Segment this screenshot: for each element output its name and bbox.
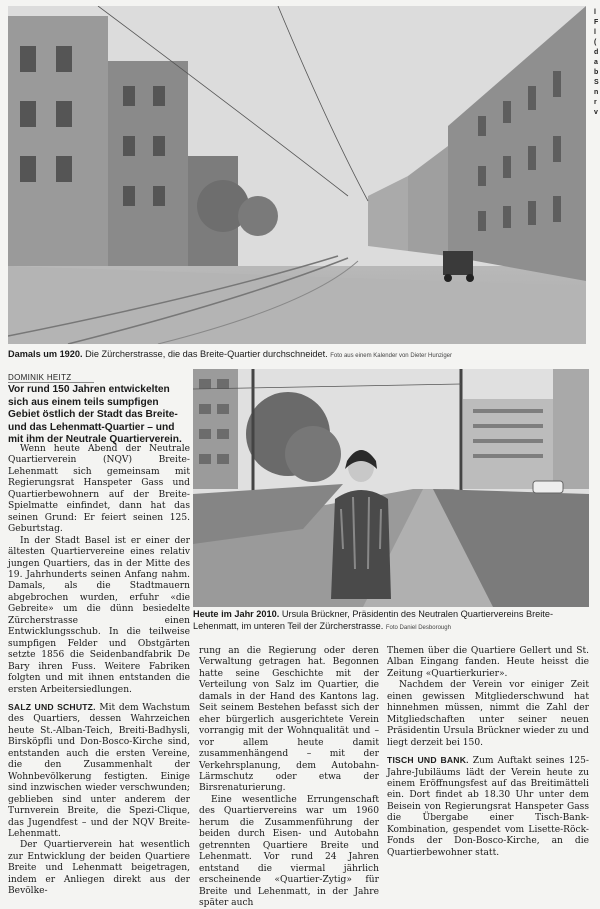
cropped-adjacent-column	[594, 8, 600, 118]
col1-section	[8, 702, 190, 840]
historic-street-photo	[8, 6, 586, 344]
edge-letter: d	[594, 49, 599, 56]
col2-paragraph-2: Eine wesentliche Errungenschaft des Quartiervereins war um 1960 herum die Zusammenführung der beiden durch Eisen- und Autobahn getrennten Quartiere Breite und Lehenmatt. Vor rund 24 Jahren entstand die viermal jährlich erscheinende «Quartier-Zytig» für Breite und Lehenmatt, in der Jahre später auch	[199, 794, 379, 908]
photo2-caption-text: Ursula Brückner, Präsidentin des Neutralen Quartiervereins Breite-Lehenmatt, im unteren Teil der Zürcherstrasse.	[193, 609, 554, 631]
photo1-credit: Foto aus einem Kalender von Dieter Hunziger	[330, 353, 452, 359]
modern-street-illustration	[193, 369, 589, 607]
edge-letter: r	[594, 99, 597, 106]
col3-section	[387, 755, 589, 859]
historic-street-illustration	[8, 6, 586, 344]
lead-paragraph: Vor rund 150 Jahren entwickelten sich aus einem teils sumpfigen Gebiet östlich der Stadt das Breite- und das Lehenmatt-Quartier – und mit ihm der Neutrale Quartierverein.	[8, 384, 182, 446]
photo1-caption-text: Die Zürcherstrasse, die das Breite-Quartier durchschneidet.	[85, 349, 328, 359]
col2-paragraph-1: rung an die Regierung oder deren Verwaltung getragen hat. Begonnen hatte seine Geschichte mit der Verteilung von Salz im Quartier, die damals in der Hand des Kantons lag. Seit seinem Bestehen befasst sich der eher bürgerlich ausgerichtete Verein vorrangig mit der Wohnqualität und – vor allem heute damit zusammenhängend – mit der Verkehrsplanung, dem Autobahn-Lärmschutz oder etwa der Birsrenaturierung.	[199, 646, 379, 794]
edge-letter: F	[594, 19, 599, 26]
col1-paragraph-4: Der Quartierverein hat wesentlich zur Entwicklung der beiden Quartiere Breite und Lehenmatt beigetragen, indem er Anliegen direkt aus der Bevölke-	[8, 840, 190, 897]
edge-letter: S	[594, 79, 599, 86]
col1-paragraph-2: In der Stadt Basel ist er einer der ältesten Quartiervereine eines relativ jungen Quartiers, das in der Mitte des 19. Jahrhunderts seinen Anfang nahm. Damals, als die Stadtmauern abgebrochen wurden, erfuhr «die Gebreite» um die dünn besiedelte Zürcherstrasse einen Entwicklungsschub. In die teilweise sumpfigen Felder und Obstgärten setzte 1856 die Seidenbandfabrik De Bary ihren Fuss. Weitere Fabriken folgten und mit ihnen entstanden die ersten Arbeitersiedlungen.	[8, 535, 190, 695]
photo2-credit: Foto Daniel Desborough	[385, 625, 451, 631]
col3-paragraph-1: Themen über die Quartiere Gellert und St. Alban Eingang fanden. Heute heisst die Zeitung «Quartierkurier».	[387, 646, 589, 679]
article-column-1	[8, 444, 190, 898]
col3-paragraph-2: Nachdem der Verein vor einiger Zeit einen gewissen Mitgliederschwund hat hinnehmen müssen, nimmt die Zahl der Mitgliedschaften unter seiner neuen Präsidentin Ursula Brückner wieder zu und liegt derzeit bei 150.	[387, 680, 589, 748]
photo1-caption-bold: Damals um 1920.	[8, 349, 83, 359]
photo1-caption	[8, 348, 590, 362]
article-column-3	[387, 646, 589, 859]
article-column-2	[199, 646, 379, 909]
edge-letter: v	[594, 109, 598, 116]
photo2-caption-bold: Heute im Jahr 2010.	[193, 609, 280, 619]
section-heading-salz: SALZ UND SCHUTZ.	[8, 701, 96, 712]
col3-paragraph-3: Zum Auftakt seines 125-Jahre-Jubiläums lädt der Verein heute zu einem Eröffnungsfest auf das Breitimätteli ein. Dort findet ab 18.30 Uhr unter dem Beisein von Regierungsrat Hanspeter Gass die Übergabe einer Tisch-Bank-Kombination, gespendet vom Lisette-Röck-Fonds der Don-Bosco-Kirche, an die Quartierbewohner statt.	[387, 756, 590, 858]
edge-letter: a	[594, 59, 598, 66]
edge-letter: l	[594, 9, 596, 16]
edge-letter: l	[594, 29, 596, 36]
section-heading-tisch: TISCH UND BANK.	[387, 755, 469, 766]
modern-street-photo	[193, 369, 589, 607]
edge-letter: (	[594, 39, 597, 46]
edge-letter: b	[594, 69, 599, 76]
photo2-caption	[193, 608, 590, 634]
col1-paragraph-3: Mit dem Wachstum des Quartiers, dessen Wahrzeichen heute St.-Alban-Teich, Breiti-Badhysli, Birsköpfli und Don-Bosco-Kirche sind, entstanden auch die ersten Vereine, die den Zusammenhalt der Wohnbevölkerung festigten. Einige sind inzwischen wieder verschwunden; geblieben sind unter anderem der Turnverein Breite, die Spezi-Clique, das Jugendfest – und der NQV Breite-Lehenmatt.	[8, 702, 190, 839]
byline: DOMINIK HEITZ	[8, 373, 94, 383]
edge-letter: n	[594, 89, 599, 96]
col1-paragraph-1: Wenn heute Abend der Neutrale Quartierverein (NQV) Breite-Lehenmatt sich gemeinsam mit Regierungsrat Hanspeter Gass und Quartierbewohnern auf der Breite-Spielmatte einfindet, dann hat das seinen Grund: Er feiert seinen 125. Geburtstag.	[8, 444, 190, 535]
